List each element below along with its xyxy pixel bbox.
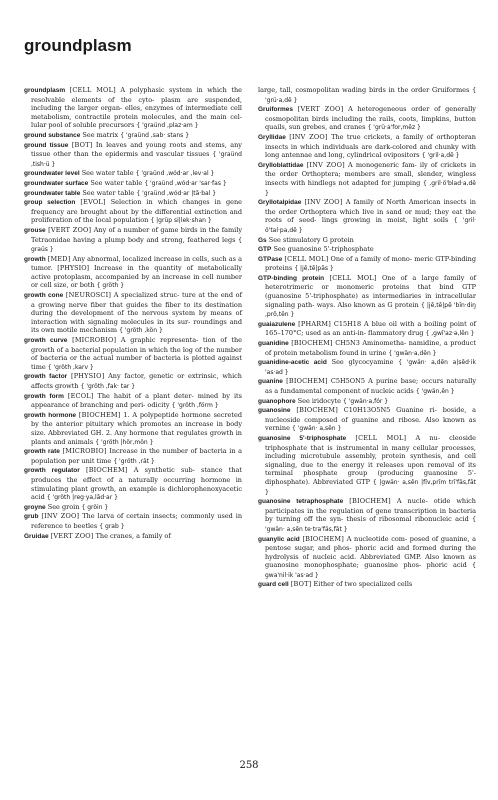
dictionary-entry [258,255,476,274]
definition: See groin [47,502,80,511]
dictionary-entry [24,198,242,226]
headword: GTP [258,246,272,254]
headword: ground tissue [24,141,69,149]
pronunciation: { grab } [99,522,125,530]
headword: Gruiformes [258,106,294,114]
dictionary-entry [258,580,476,590]
definition: The larva of certain insects; commonly used in reference to beetles [31,512,243,530]
dictionary-entry [24,336,242,372]
definition: See guanosine 5'-triphosphate [273,245,374,254]
pronunciation: { 'graünd ,sab· stans } [120,131,190,139]
dictionary-entry [24,392,242,411]
headword: Gs [258,236,267,244]
dictionary-entry [258,236,476,246]
definition: See water table [81,169,134,178]
dictionary-entry [258,133,476,161]
pronunciation: { 'graünd ,plaz·am } [136,122,199,130]
subject-label: [BIOCHEM] [291,339,333,348]
subject-label: [PHYSIO] [70,372,105,381]
definition: The cranes, a family of [95,531,171,540]
pronunciation: { 'gröth ,fak· tar } [80,383,136,390]
headword: guanophore [258,397,296,405]
subject-label: [MED] [47,254,71,263]
dictionary-entry [258,320,476,339]
definition: The habit of a plant deter- mined by its appearance of branching and peri- odicity [31,391,243,410]
pronunciation: { 'gwän·a,fór } [343,397,389,405]
subject-label: [CELL MOL] [69,86,116,94]
pronunciation: { 'gwän· a,sēn te·tra'fäs,fāt } [265,516,476,533]
definition: A nucleotide com- posed of guanine, a pentose sugar, and phos- phoric acid and formed during the hydrolysis of nucleic acid. Abbreviated GMP. Also known as guanosine monophosphate; guanosine phos- phoric acid [265,534,476,570]
definition: C10H13O5N5 Guanine ri- boside, a nucleoside composed of guanine and ribose. Also known as vernine [265,406,476,433]
subject-label: [VERT ZOO] [48,225,92,234]
definition: A nucle- otide which participates in the regulation of gene transcription in bacteria by turning off the syn- thesis of ribosomal ribonucleic acid [265,497,476,524]
headword: ground substance [24,131,81,139]
headword: growth rate [24,448,60,456]
dictionary-entry [258,377,476,396]
dictionary-entry [24,255,242,291]
dictionary-entry [24,226,242,255]
subject-label: [MICROBIO] [62,447,107,456]
dictionary-entry [258,358,476,377]
headword: grouse [24,226,46,234]
definition: A heterogeneous order of generally cosmopolitan birds including the rails, coots, limpkins, button quails, sun grebes, and cranes [265,105,476,132]
pronunciation: { 'gwän,ēn } [415,388,455,395]
headword: Gryllotalpidae [258,199,302,207]
dictionary-entry [258,406,476,434]
pronunciation: { gwa'nil·ik 'as·ad } [265,562,476,579]
subject-label: [VERT ZOO] [50,531,94,540]
definition: 1. A polypeptide hormone secreted by the anterior pituitary which promotes an increase in body size. Abbreviated GH. 2. Any hormone that regulates growth in plants and animals [31,410,242,446]
pronunciation: { 'gröth ,rāt } [113,457,155,465]
dictionary-entry [24,466,242,502]
headword: groundwater level [24,170,80,178]
subject-label: [BIOCHEM] [286,377,328,386]
headword: growth curve [24,337,68,345]
dictionary-entry [24,141,242,170]
dictionary-entry [258,434,476,497]
headword: guanosine 5'-triphosphate [258,434,347,442]
definition: In leaves and young roots and stems, any tissue other than the epidermis and vascular tissues [31,140,242,159]
pronunciation: { |jē,tē|pās } [294,265,334,273]
headword: groundplasm [24,87,66,94]
subject-label: [CELL MOL] [329,273,377,282]
subject-label: [INV ZOO] [306,160,345,169]
definition: C15H18 A blue oil with a boiling point of 165–170°C; used as an anti-in- flammatory drug [265,319,476,338]
headword: grub [24,513,39,521]
subject-label: [BOT] [290,580,312,589]
definition: A specialized struc- ture at the end of a growing nerve fiber that guides the fiber to its destination during the development of the nervous system by means of interaction with signaling molecules in its sur- roundings and its own motile mechanism [31,291,242,335]
subject-label: [BOT] [71,140,93,149]
pronunciation: { 'gröth ,kön } [119,327,163,335]
pronunciation: { |gwän· a,sēn |fīv,prīm trī'fäs,fāt } [265,478,476,496]
headword: growth form [24,392,64,400]
definition: A graphic representa- tion of the growth of a bacterial population in which the log of the number of bacteria or the actual number of bacteria is plotted against time [31,336,242,371]
headword: guanine [258,378,283,386]
definition: See glycocyamine [331,358,394,367]
headword: growth cone [24,292,64,300]
pronunciation: { |grüp si|lek·shan } [150,217,212,225]
pronunciation: { gröin } [81,503,109,511]
definition: A monogeneric fam- ily of crickets in the order Orthoptera; members are small, slender, wingless insects with hindlegs not adapted for jumping [265,160,477,187]
pronunciation: { 'gröth |hör,mön } [95,438,154,446]
pronunciation: { ,gril·ö'blad·a,dē } [265,179,476,197]
definition: Either of two specialized cells [313,580,413,589]
dictionary-entry [258,105,476,133]
definition: See iridocyte [297,396,341,405]
subject-label: [EVOL] [80,198,106,207]
headword: GTP-binding protein [258,274,325,282]
definition: One of a family of mono- meric GTP-binding proteins [265,254,476,273]
dictionary-entry [24,372,242,391]
headword: groundwater surface [24,179,89,187]
pronunciation: { |jē,tē|pē 'bīn·diŋ ,prō,tēn } [265,301,476,319]
dictionary-entry [258,161,476,198]
dictionary-entry [258,497,476,534]
headword: growth [24,255,46,263]
dictionary-entry [24,179,242,189]
headword: growth hormone [24,411,77,419]
dictionary-entry [24,447,242,466]
subject-label: [BIOCHEM] [302,534,345,543]
headword: groundwater table [24,189,81,197]
dictionary-entry [258,535,476,581]
dictionary-entry [24,169,242,179]
pronunciation: { gröth } [96,282,125,290]
dictionary-entry [258,397,476,407]
headword: groyne [24,503,46,511]
dictionary-entry [258,86,476,105]
dictionary-entry [24,411,242,447]
dictionary-entry [258,245,476,255]
definition: See water table [90,178,143,187]
pronunciation: { 'graünd ,wód·ar 'sar·fas } [144,179,227,187]
dictionary-entry [24,512,242,531]
headword: Gryllidae [258,133,286,141]
headword: growth factor [24,373,68,381]
definition: One of a large family of heterotrimeric or monomeric proteins that bind GTP (guanosine 5'-triphosphate) as intermediaries in intracellular signaling path- ways. Also known as G protein [265,273,476,309]
headword: guaiazulene [258,320,296,328]
subject-label: [BIOCHEM] [349,497,391,506]
pronunciation: { ,gwī'az·ə,lēn } [425,330,475,338]
headword: Grylloblattidae [258,161,304,169]
definition: A synthetic sub- stance that produces the effect of a naturally occurring hormone in stimulating plant growth, an example is dichlorophenoxyacetic acid [31,466,242,502]
definition: Any of a number of game birds in the family Tetraonidae having a plump body and strong, feathered legs [31,225,243,244]
page-number: 258 [239,760,259,771]
pronunciation: { 'gröth ,förm } [171,402,219,410]
definition: A nu- cleoside triphosphate that is instrumental in many cellular processes, including microtubule assembly, protein synthesis, and cell signaling, due to the energy it releases upon removal of its terminal phosphate group (producing guanosine 5'-diphosphate). Abbreviated GTP [265,433,476,486]
definition: See matrix [82,130,119,139]
headword: guanidine [258,340,289,348]
dictionary-entry [258,339,476,358]
subject-label: [CELL MOL] [355,433,407,442]
headword: growth regulator [24,467,80,475]
pronunciation: { 'graünd ,tish·ü } [31,151,242,168]
headword: guanidine-acetic acid [258,359,327,367]
headword: GTPase [258,255,283,263]
pronunciation: { 'graünd ,wód·ar |tā·bal } [136,189,217,197]
definition: A polyphasic system in which the resolvable elements of the cyto- plasm are suspended, including the larger organ- elles, enzymes of intermediate cell metabolism, contractile protein molecules, and the main cel- lular pool of soluble precursors [31,86,242,130]
dictionary-entry [24,532,242,542]
subject-label: [INV ZOO] [41,512,80,521]
definition: Increase in the number of bacteria in a population per unit time [31,447,242,465]
subject-label: [BIOCHEM] [78,410,121,419]
pronunciation: { 'graünd ,wód·ar ,lev·al } [135,170,215,178]
dictionary-entry [24,86,242,131]
subject-label: [NEUROSCI] [65,291,112,300]
pronunciation: { 'gwän· a,dēn a|sēd·ik 'as·ad } [265,359,476,376]
definition: C5H5ON5 A purine base; occurs naturally as a fundamental component of nucleic acids [265,377,476,395]
pronunciation: { 'grü·a'for,mēz } [367,124,421,132]
headword: guard cell [258,581,289,589]
definition: Selection in which changes in gene frequency are brought about by the differential extinction and proliferation of the local population [31,198,242,225]
subject-label: [CELL MOL] [284,254,329,263]
headword: guanosine [258,407,291,415]
subject-label: [BIOCHEM] [85,466,128,475]
page-header: groundplasm [24,36,132,55]
pronunciation: { 'grü·a,dē } [265,87,477,104]
definition: large, tall, cosmopolitan wading birds in the order Gruiformes [258,86,470,94]
definition: CH5N3 Aminometha- namidine, a product of protein metabolism found in urine [265,339,476,357]
dictionary-entry [258,198,476,235]
dictionary-entry [24,189,242,199]
right-column [258,86,476,590]
pronunciation: { 'gril·a,dē } [421,152,460,160]
subject-label: [VERT ZOO] [297,105,344,114]
left-column [24,86,242,541]
subject-label: [MICROBIO] [72,336,117,345]
subject-label: [INV ZOO] [289,132,328,141]
pronunciation: { 'gröth |reg·ya,lād·ar } [46,494,118,502]
definition: See water table [82,188,135,197]
definition: Any abnormal, localized increase in cells, such as a tumor. [PHYSIO] Increase in the quantity of metabolically active protoplasm, accompanied by an increase in cell number or cell size, or both [31,254,242,290]
pronunciation: { 'gröth ,karv } [47,363,94,371]
pronunciation: { 'gwän· a,sēn } [292,425,342,433]
definition: A family of North American insects in the order Orthoptera which live in sand or mud; they eat the roots of seed- lings growing in moist, light soils [265,198,476,225]
subject-label: [BIOCHEM] [296,406,338,415]
dictionary-entry [258,274,476,320]
pronunciation: { graüs } [31,236,242,254]
pronunciation: { 'gril· ö'tal·pa,dē } [265,217,476,234]
pronunciation: { 'gwän·a,dēn } [388,349,437,357]
subject-label: [INV ZOO] [304,198,343,207]
headword: guanosine tetraphosphate [258,498,344,506]
dictionary-entry [24,291,242,336]
headword: group selection [24,199,76,207]
definition: The true crickets, a family of orthopteran insects in which individuals are dark-colored and chunky with long antennae and long, cylindrical ovipositors [265,132,476,160]
dictionary-entry [24,503,242,513]
dictionary-entry [24,131,242,141]
subject-label: [ECOL] [67,391,94,400]
subject-label: [PHARM] [298,319,331,328]
definition: See stimulatory G protein [268,235,354,244]
headword: Gruidae [24,532,49,540]
definition: Any factor, genetic or extrinsic, which affects growth [31,372,242,390]
headword: guanylic acid [258,535,300,543]
